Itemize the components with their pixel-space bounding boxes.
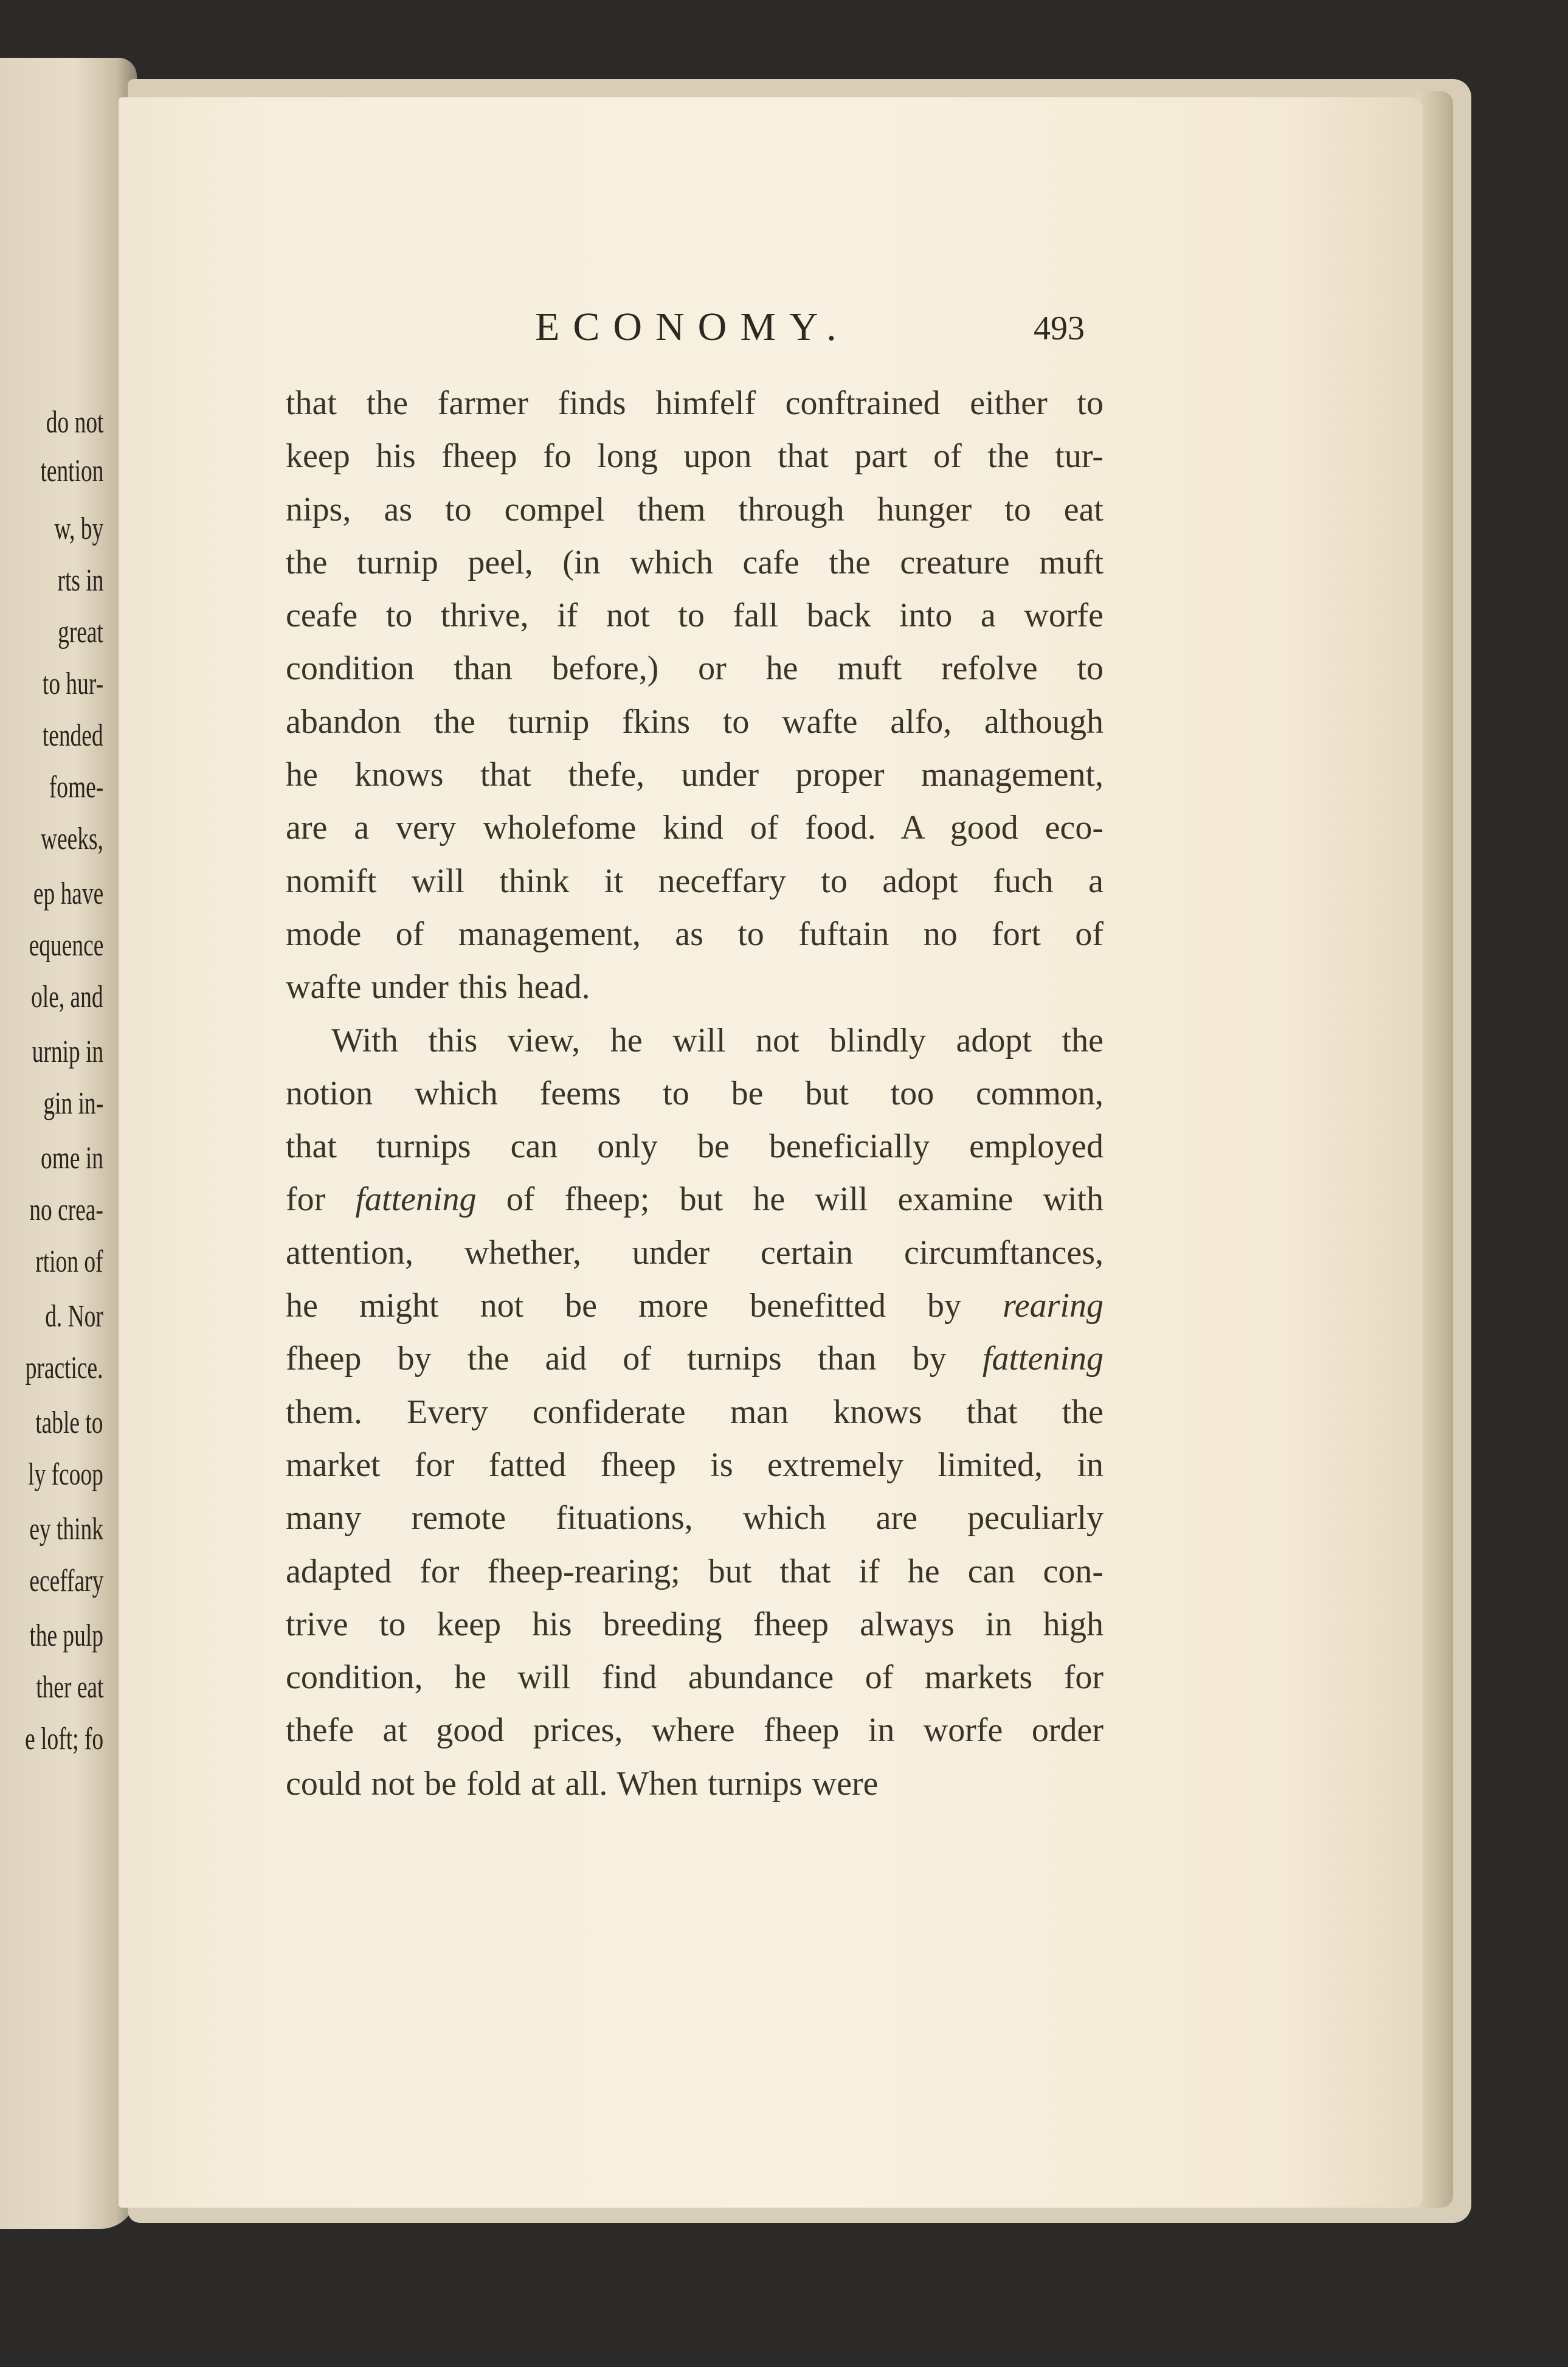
left-page-fragment: ey think xyxy=(29,1512,103,1547)
text-line: attention, whether, under certain circumftances, xyxy=(286,1233,1103,1272)
text-line xyxy=(286,1173,1103,1226)
text-line: nips, as to compel them through hunger to eat xyxy=(286,490,1103,529)
page-body-text xyxy=(286,377,1103,1811)
text-line: trive to keep his breeding fheep always in high xyxy=(286,1605,1103,1643)
text-line: the turnip peel, (in which cafe the creature muft xyxy=(286,543,1103,581)
text-line xyxy=(286,1280,1103,1333)
text-line: that the farmer finds himfelf conftrained either to xyxy=(286,384,1103,422)
italic-word: fattening xyxy=(982,1340,1103,1378)
italic-word: rearing xyxy=(1003,1287,1103,1325)
facing-page-left xyxy=(0,58,137,2229)
page-header xyxy=(0,304,1568,365)
left-page-fragment: table to xyxy=(35,1405,103,1440)
left-page-fragment: ly fcoop xyxy=(28,1457,103,1492)
left-page-fragment: eceffary xyxy=(29,1564,103,1598)
text-line: many remote fituations, which are peculiarly xyxy=(286,1499,1103,1537)
text-line: ceafe to thrive, if not to fall back into a worfe xyxy=(286,597,1103,635)
left-page-fragment: ep have xyxy=(33,876,103,911)
text-line: he knows that thefe, under proper management, xyxy=(286,756,1103,794)
text-span: he might not be more benefitted by xyxy=(286,1287,1003,1325)
text-span: for xyxy=(286,1180,356,1219)
page-number: 493 xyxy=(1034,310,1085,347)
text-line: abandon the turnip fkins to wafte alfo, although xyxy=(286,702,1103,741)
text-span: of fheep; but he will examine with xyxy=(476,1180,1104,1219)
left-page-fragment: tended xyxy=(43,718,103,753)
left-page-fragment: ole, and xyxy=(31,980,103,1014)
text-span: fheep by the aid of turnips than by xyxy=(286,1340,983,1378)
left-page-fragment: do not xyxy=(46,405,103,440)
left-page-fragment: fome- xyxy=(49,770,103,805)
left-page-fragment: ome in xyxy=(41,1141,103,1176)
text-line: notion which feems to be but too common, xyxy=(286,1074,1103,1112)
left-page-fragment: rtion of xyxy=(35,1244,103,1279)
text-line: that turnips can only be beneficially employed xyxy=(286,1128,1103,1166)
running-head: ECONOMY. xyxy=(535,305,850,349)
left-page-fragment: e loft; fo xyxy=(25,1722,103,1756)
left-page-fragment: no crea- xyxy=(29,1193,103,1227)
left-page-fragment: weeks, xyxy=(41,822,103,856)
text-line: them. Every confiderate man knows that the xyxy=(286,1393,1103,1431)
left-page-fragment: practice. xyxy=(26,1351,103,1385)
text-line: could not be fold at all. When turnips were xyxy=(286,1764,879,1803)
text-line: condition, he will find abundance of markets for xyxy=(286,1658,1103,1697)
text-line: wafte under this head. xyxy=(286,968,590,1007)
left-page-fragment: great xyxy=(58,615,103,650)
left-page-fragment: rts in xyxy=(57,563,103,598)
left-page-fragment: equence xyxy=(29,928,103,963)
text-line: adapted for fheep-rearing; but that if he can con- xyxy=(286,1552,1103,1590)
left-page-fragment: w, by xyxy=(54,511,103,546)
text-line: With this view, he will not blindly adopt the xyxy=(331,1021,1103,1059)
left-page-fragment: ther eat xyxy=(35,1670,103,1705)
text-line: are a very wholefome kind of food. A good eco- xyxy=(286,809,1103,847)
text-line: condition than before,) or he muft refolve to xyxy=(286,650,1103,688)
left-page-fragment: the pulp xyxy=(29,1618,103,1653)
italic-word: fattening xyxy=(355,1180,477,1219)
left-page-fragment: d. Nor xyxy=(45,1299,103,1334)
left-page-fragment: gin in- xyxy=(43,1086,103,1121)
text-line: market for fatted fheep is extremely limited, in xyxy=(286,1446,1103,1484)
text-line: keep his fheep fo long upon that part of the tur- xyxy=(286,437,1103,476)
left-page-fragment: urnip in xyxy=(32,1034,103,1069)
text-line: mode of management, as to fuftain no fort of xyxy=(286,915,1103,953)
left-page-fragment: tention xyxy=(40,454,103,488)
left-page-fragment: to hur- xyxy=(42,667,103,701)
text-line: thefe at good prices, where fheep in worfe order xyxy=(286,1711,1103,1750)
text-line xyxy=(286,1333,1103,1385)
text-line: nomift will think it neceffary to adopt fuch a xyxy=(286,862,1103,900)
